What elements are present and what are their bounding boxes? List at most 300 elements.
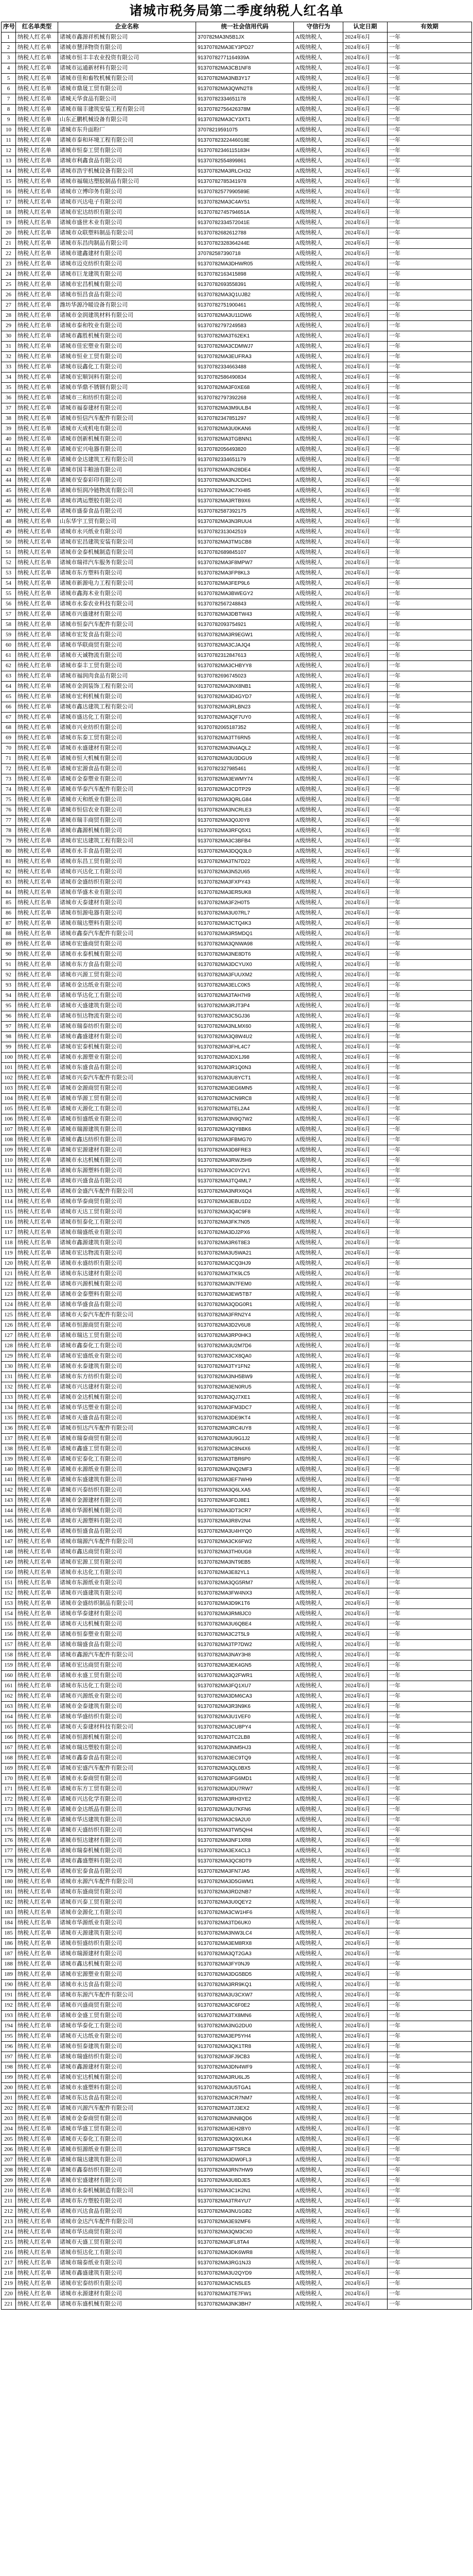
cell-credit-action: A级纳税人	[294, 805, 343, 816]
cell-credit-code: 91370782MA3DN4WF9	[196, 2062, 294, 2073]
cell-type: 纳税人红名单	[16, 1217, 58, 1228]
cell-date: 2024年6月	[343, 1702, 388, 1712]
table-row	[2, 1856, 472, 1867]
cell-date: 2024年6月	[343, 2001, 388, 2011]
cell-company-name: 诸城市华达商贸有限公司	[58, 2227, 196, 2238]
cell-date: 2024年6月	[343, 1104, 388, 1114]
cell-credit-code: 91370782MA3FHL4C7	[196, 1042, 294, 1053]
cell-credit-code: 91370782327985461	[196, 764, 294, 774]
cell-type: 纳税人红名单	[16, 2001, 58, 2011]
cell-date: 2024年6月	[343, 506, 388, 517]
cell-credit-action: A级纳税人	[294, 352, 343, 362]
cell-date: 2024年6月	[343, 1217, 388, 1228]
table-row	[2, 970, 472, 980]
cell-credit-action: A级纳税人	[294, 1011, 343, 1022]
cell-credit-code: 91370782MA3C7XH85	[196, 486, 294, 496]
cell-date: 2024年6月	[343, 1949, 388, 1959]
cell-company-name: 诸城市鑫源机械有限公司	[58, 826, 196, 836]
table-row	[2, 249, 472, 259]
cell-date: 2024年6月	[343, 1331, 388, 1341]
cell-company-name: 诸城市建鑫建材有限公司	[58, 249, 196, 259]
table-row	[2, 1320, 472, 1331]
cell-validity: 一年	[388, 1279, 472, 1290]
cell-credit-action: A级纳税人	[294, 1568, 343, 1578]
cell-date: 2024年6月	[343, 1753, 388, 1764]
cell-company-name: 诸城市天达工贸有限公司	[58, 1207, 196, 1217]
cell-type: 纳税人红名单	[16, 568, 58, 579]
cell-type: 纳税人红名单	[16, 486, 58, 496]
cell-credit-code: 370782MA3N5B1JX	[196, 32, 294, 43]
cell-date: 2024年6月	[343, 1599, 388, 1609]
cell-credit-code: 91370782MA3CN5LE5	[196, 2279, 294, 2289]
cell-credit-action: A级纳税人	[294, 671, 343, 682]
cell-company-name: 诸城市宏盛汽车配件有限公司	[58, 1764, 196, 1774]
cell-type: 纳税人红名单	[16, 640, 58, 651]
table-row	[2, 1197, 472, 1207]
cell-date: 2024年6月	[343, 2165, 388, 2176]
cell-date: 2024年6月	[343, 2062, 388, 2073]
cell-seq: 219	[2, 2279, 16, 2289]
cell-credit-action: A级纳税人	[294, 331, 343, 342]
cell-validity: 一年	[388, 2196, 472, 2207]
cell-company-name: 诸城市金达汽车配件有限公司	[58, 2217, 196, 2227]
cell-date: 2024年6月	[343, 53, 388, 63]
cell-credit-code: 91370782MA3DK6WR8	[196, 2248, 294, 2258]
cell-company-name: 诸城市泰丰工贸有限公司	[58, 661, 196, 671]
cell-seq: 113	[2, 1187, 16, 1197]
cell-credit-action: A级纳税人	[294, 311, 343, 321]
cell-validity: 一年	[388, 1887, 472, 1897]
cell-credit-action: A级纳税人	[294, 2238, 343, 2248]
table-row	[2, 2104, 472, 2114]
cell-type: 纳税人红名单	[16, 548, 58, 558]
cell-type: 纳税人红名单	[16, 1722, 58, 1733]
cell-seq: 6	[2, 84, 16, 94]
cell-credit-code: 91370782MA3QJ7XE1	[196, 1393, 294, 1403]
cell-credit-action: A级纳税人	[294, 269, 343, 280]
cell-seq: 110	[2, 1156, 16, 1166]
cell-date: 2024年6月	[343, 1197, 388, 1207]
cell-seq: 189	[2, 1970, 16, 1980]
cell-company-name: 诸城市东方塑料有限公司	[58, 568, 196, 579]
cell-credit-code: 91370782MA3U8YCT1	[196, 1073, 294, 1083]
table-row	[2, 1939, 472, 1949]
cell-credit-code: 91370782MA3EUFRA3	[196, 352, 294, 362]
cell-seq: 14	[2, 166, 16, 177]
cell-date: 2024年6月	[343, 383, 388, 393]
cell-credit-action: A级纳税人	[294, 1475, 343, 1485]
cell-type: 纳税人红名单	[16, 651, 58, 661]
cell-date: 2024年6月	[343, 991, 388, 1001]
cell-validity: 一年	[388, 1238, 472, 1248]
cell-seq: 142	[2, 1485, 16, 1496]
cell-seq: 83	[2, 877, 16, 888]
cell-credit-code: 91370782MA3EY3PD27	[196, 43, 294, 53]
cell-date: 2024年6月	[343, 2248, 388, 2258]
cell-type: 纳税人红名单	[16, 2289, 58, 2299]
cell-credit-action: A级纳税人	[294, 321, 343, 331]
cell-credit-action: A级纳税人	[294, 2186, 343, 2196]
cell-seq: 159	[2, 1660, 16, 1671]
table-row	[2, 1166, 472, 1176]
cell-validity: 一年	[388, 640, 472, 651]
cell-type: 纳税人红名单	[16, 836, 58, 846]
cell-credit-code: 91370782797249583	[196, 321, 294, 331]
cell-credit-code: 91370782MA3CQ3HJ9	[196, 1259, 294, 1269]
cell-credit-code: 91370782MA3U11DW6	[196, 311, 294, 321]
cell-company-name: 诸城市兴泰纺织有限公司	[58, 1485, 196, 1496]
cell-company-name: 诸城市瑞源建材有限公司	[58, 1949, 196, 1959]
cell-company-name: 诸城市瑞泰商贸有限公司	[58, 1434, 196, 1444]
cell-seq: 111	[2, 1166, 16, 1176]
cell-validity: 一年	[388, 754, 472, 764]
table-row	[2, 1403, 472, 1413]
cell-credit-action: A级纳税人	[294, 1310, 343, 1320]
cell-type: 纳税人红名单	[16, 43, 58, 53]
table-row	[2, 1053, 472, 1063]
table-row	[2, 579, 472, 589]
cell-credit-code: 91370782334651179	[196, 455, 294, 465]
cell-validity: 一年	[388, 2001, 472, 2011]
cell-seq: 109	[2, 1145, 16, 1156]
cell-date: 2024年6月	[343, 208, 388, 218]
cell-type: 纳税人红名单	[16, 465, 58, 476]
table-row	[2, 1362, 472, 1372]
cell-type: 纳税人红名单	[16, 1887, 58, 1897]
cell-date: 2024年6月	[343, 2114, 388, 2124]
cell-company-name: 诸城市华源纸业有限公司	[58, 1918, 196, 1928]
cell-date: 2024年6月	[343, 1290, 388, 1300]
cell-date: 2024年6月	[343, 671, 388, 682]
table-row	[2, 146, 472, 156]
cell-validity: 一年	[388, 249, 472, 259]
table-row	[2, 218, 472, 228]
cell-company-name: 诸城市金达纸业有限公司	[58, 980, 196, 991]
cell-credit-code: 91370782MA3TBR6P0	[196, 1454, 294, 1465]
cell-credit-code: 91370782MA3N9Q7W2	[196, 1114, 294, 1125]
cell-validity: 一年	[388, 1825, 472, 1836]
table-row	[2, 609, 472, 620]
cell-company-name: 诸城市福泰建材有限公司	[58, 403, 196, 414]
cell-credit-code: 91370782MA3R1Q0N3	[196, 1063, 294, 1073]
cell-date: 2024年6月	[343, 2279, 388, 2289]
cell-type: 纳税人红名单	[16, 939, 58, 950]
cell-validity: 一年	[388, 1362, 472, 1372]
cell-seq: 46	[2, 496, 16, 506]
cell-validity: 一年	[388, 2186, 472, 2196]
cell-credit-code: 91370782MA3RC4UY8	[196, 1423, 294, 1434]
table-row	[2, 342, 472, 352]
cell-date: 2024年6月	[343, 1259, 388, 1269]
cell-credit-code: 91370782MA3FJ9CB3	[196, 2052, 294, 2062]
cell-date: 2024年6月	[343, 74, 388, 84]
table-header-row	[2, 22, 472, 32]
table-row	[2, 1877, 472, 1887]
cell-company-name: 诸城市兴盛建材有限公司	[58, 609, 196, 620]
cell-company-name: 诸城市恒泰建筑有限公司	[58, 2042, 196, 2052]
cell-credit-action: A级纳税人	[294, 434, 343, 445]
cell-type: 纳税人红名单	[16, 1774, 58, 1784]
cell-validity: 一年	[388, 970, 472, 980]
cell-seq: 158	[2, 1650, 16, 1660]
cell-credit-action: A级纳税人	[294, 620, 343, 630]
cell-validity: 一年	[388, 795, 472, 805]
cell-type: 纳税人红名单	[16, 857, 58, 867]
cell-validity: 一年	[388, 115, 472, 125]
cell-credit-action: A级纳税人	[294, 846, 343, 857]
cell-type: 纳税人红名单	[16, 2073, 58, 2083]
cell-seq: 23	[2, 259, 16, 269]
cell-validity: 一年	[388, 2176, 472, 2186]
cell-credit-action: A级纳税人	[294, 2289, 343, 2299]
cell-type: 纳税人红名单	[16, 960, 58, 970]
cell-credit-action: A级纳税人	[294, 403, 343, 414]
table-row	[2, 640, 472, 651]
cell-type: 纳税人红名单	[16, 1362, 58, 1372]
cell-validity: 一年	[388, 486, 472, 496]
cell-validity: 一年	[388, 1259, 472, 1269]
cell-validity: 一年	[388, 1557, 472, 1568]
cell-credit-code: 91370782MA3NJCDH1	[196, 476, 294, 486]
cell-seq: 32	[2, 352, 16, 362]
cell-date: 2024年6月	[343, 249, 388, 259]
cell-type: 纳税人红名单	[16, 2196, 58, 2207]
cell-type: 纳税人红名单	[16, 1794, 58, 1805]
cell-date: 2024年6月	[343, 682, 388, 692]
cell-seq: 151	[2, 1578, 16, 1588]
table-row	[2, 383, 472, 393]
cell-credit-action: A级纳税人	[294, 1032, 343, 1042]
table-row	[2, 321, 472, 331]
cell-validity: 一年	[388, 506, 472, 517]
cell-type: 纳税人红名单	[16, 1382, 58, 1393]
cell-seq: 38	[2, 414, 16, 424]
table-row	[2, 2227, 472, 2238]
cell-validity: 一年	[388, 764, 472, 774]
cell-company-name: 诸城市东升面粉厂	[58, 125, 196, 135]
cell-credit-action: A级纳税人	[294, 1403, 343, 1413]
cell-date: 2024年6月	[343, 2042, 388, 2052]
cell-company-name: 诸城市鑫盛建材有限公司	[58, 1032, 196, 1042]
cell-validity: 一年	[388, 929, 472, 939]
red-list-table-container	[1, 22, 472, 2310]
cell-validity: 一年	[388, 259, 472, 269]
cell-validity: 一年	[388, 1300, 472, 1310]
table-row	[2, 1187, 472, 1197]
cell-type: 纳税人红名单	[16, 94, 58, 105]
cell-validity: 一年	[388, 414, 472, 424]
cell-validity: 一年	[388, 702, 472, 713]
cell-company-name: 诸城市鑫达纺织有限公司	[58, 1135, 196, 1145]
cell-validity: 一年	[388, 1176, 472, 1187]
cell-type: 纳税人红名单	[16, 743, 58, 754]
cell-credit-action: A级纳税人	[294, 280, 343, 290]
table-row	[2, 465, 472, 476]
table-row	[2, 1248, 472, 1259]
cell-date: 2024年6月	[343, 311, 388, 321]
cell-credit-action: A级纳税人	[294, 857, 343, 867]
cell-company-name: 诸城市兴达食品有限公司	[58, 2207, 196, 2217]
cell-seq: 169	[2, 1764, 16, 1774]
table-row	[2, 2134, 472, 2145]
cell-date: 2024年6月	[343, 2227, 388, 2238]
cell-credit-action: A级纳税人	[294, 43, 343, 53]
table-row	[2, 506, 472, 517]
cell-seq: 192	[2, 2001, 16, 2011]
cell-company-name: 诸城市金盛汽车配件有限公司	[58, 1187, 196, 1197]
cell-validity: 一年	[388, 908, 472, 919]
cell-credit-code: 91370782MA3TP7DW2	[196, 1640, 294, 1650]
cell-seq: 30	[2, 331, 16, 342]
cell-validity: 一年	[388, 1022, 472, 1032]
cell-validity: 一年	[388, 1042, 472, 1053]
table-row	[2, 1547, 472, 1557]
cell-credit-code: 91370782MA3FM3DC7	[196, 1403, 294, 1413]
cell-credit-action: A级纳税人	[294, 1959, 343, 1970]
cell-validity: 一年	[388, 1434, 472, 1444]
table-row	[2, 1630, 472, 1640]
cell-credit-action: A级纳税人	[294, 1846, 343, 1856]
table-row	[2, 1506, 472, 1516]
cell-type: 纳税人红名单	[16, 2114, 58, 2124]
table-row	[2, 352, 472, 362]
cell-credit-code: 91370782MA3TY1FN2	[196, 1362, 294, 1372]
cell-validity: 一年	[388, 280, 472, 290]
cell-credit-code: 91370782MA3ELC0K5	[196, 980, 294, 991]
cell-credit-action: A级纳税人	[294, 1393, 343, 1403]
cell-seq: 220	[2, 2289, 16, 2299]
cell-date: 2024年6月	[343, 445, 388, 455]
cell-credit-code: 91370782MA3FQ1XU7	[196, 1681, 294, 1691]
cell-seq: 100	[2, 1053, 16, 1063]
cell-validity: 一年	[388, 311, 472, 321]
cell-date: 2024年6月	[343, 496, 388, 506]
cell-seq: 16	[2, 187, 16, 197]
cell-credit-code: 91370782MA3RLCH32	[196, 166, 294, 177]
cell-credit-code: 91370782MA3QK1TR8	[196, 2042, 294, 2052]
cell-validity: 一年	[388, 2073, 472, 2083]
cell-credit-code: 91370782MA3Q0J0Y8	[196, 816, 294, 826]
cell-credit-code: 91370782MA3CR7NM7	[196, 2093, 294, 2104]
cell-company-name: 诸城市华盛工贸有限公司	[58, 2124, 196, 2134]
table-row	[2, 2062, 472, 2073]
cell-credit-action: A级纳税人	[294, 764, 343, 774]
table-row	[2, 620, 472, 630]
cell-type: 纳税人红名单	[16, 1114, 58, 1125]
cell-seq: 64	[2, 682, 16, 692]
cell-date: 2024年6月	[343, 63, 388, 74]
cell-seq: 131	[2, 1372, 16, 1382]
cell-company-name: 诸城市瑞盛纸业有限公司	[58, 1228, 196, 1238]
cell-credit-code: 91370782313042519	[196, 527, 294, 537]
cell-credit-code: 91370782MA3FDJ8E1	[196, 1496, 294, 1506]
table-row	[2, 1753, 472, 1764]
cell-validity: 一年	[388, 1454, 472, 1465]
cell-date: 2024年6月	[343, 32, 388, 43]
cell-seq: 29	[2, 321, 16, 331]
table-row	[2, 187, 472, 197]
cell-type: 纳税人红名单	[16, 424, 58, 434]
cell-seq: 59	[2, 630, 16, 640]
cell-credit-action: A级纳税人	[294, 32, 343, 43]
cell-type: 纳税人红名单	[16, 1393, 58, 1403]
cell-date: 2024年6月	[343, 259, 388, 269]
cell-credit-action: A级纳税人	[294, 94, 343, 105]
cell-date: 2024年6月	[343, 702, 388, 713]
cell-company-name: 诸城市东达食品有限公司	[58, 2093, 196, 2104]
cell-seq: 86	[2, 908, 16, 919]
cell-type: 纳税人红名单	[16, 2279, 58, 2289]
table-row	[2, 1908, 472, 1918]
cell-validity: 一年	[388, 372, 472, 383]
cell-seq: 101	[2, 1063, 16, 1073]
cell-date: 2024年6月	[343, 1444, 388, 1454]
cell-seq: 22	[2, 249, 16, 259]
cell-type: 纳税人红名单	[16, 1094, 58, 1104]
cell-type: 纳税人红名单	[16, 1805, 58, 1815]
table-row	[2, 1743, 472, 1753]
red-list-table	[1, 22, 472, 2310]
cell-credit-code: 91370782MA3TGBNN1	[196, 434, 294, 445]
cell-seq: 134	[2, 1403, 16, 1413]
table-row	[2, 1815, 472, 1825]
cell-company-name: 诸城市兴泰汽车配件有限公司	[58, 1073, 196, 1083]
table-row	[2, 568, 472, 579]
cell-company-name: 诸城市永盛工贸有限公司	[58, 1671, 196, 1681]
cell-validity: 一年	[388, 919, 472, 929]
cell-credit-action: A级纳税人	[294, 1063, 343, 1073]
cell-seq: 122	[2, 1279, 16, 1290]
table-row	[2, 816, 472, 826]
cell-company-name: 诸城市东盛机械有限公司	[58, 2299, 196, 2310]
cell-credit-action: A级纳税人	[294, 2104, 343, 2114]
cell-credit-action: A级纳税人	[294, 1722, 343, 1733]
cell-type: 纳税人红名单	[16, 764, 58, 774]
cell-credit-code: 91370782MA3FT5RC8	[196, 2145, 294, 2155]
cell-credit-action: A级纳税人	[294, 228, 343, 239]
cell-credit-code: 91370782MA3QM3CX0	[196, 2227, 294, 2238]
cell-seq: 204	[2, 2124, 16, 2134]
table-row	[2, 1063, 472, 1073]
cell-date: 2024年6月	[343, 1393, 388, 1403]
cell-company-name: 诸城市华达化工有限公司	[58, 991, 196, 1001]
cell-date: 2024年6月	[343, 1743, 388, 1753]
cell-credit-code: 91370782MA3QL0BX5	[196, 1764, 294, 1774]
cell-type: 纳税人红名单	[16, 1238, 58, 1248]
cell-credit-action: A级纳税人	[294, 702, 343, 713]
cell-credit-code: 91370782MA3EWMY74	[196, 774, 294, 785]
table-row	[2, 1413, 472, 1423]
cell-validity: 一年	[388, 1805, 472, 1815]
cell-validity: 一年	[388, 1331, 472, 1341]
table-row	[2, 548, 472, 558]
cell-validity: 一年	[388, 1959, 472, 1970]
cell-credit-action: A级纳税人	[294, 527, 343, 537]
cell-validity: 一年	[388, 208, 472, 218]
cell-date: 2024年6月	[343, 651, 388, 661]
cell-credit-code: 91370782MA3U5TGA1	[196, 2083, 294, 2093]
table-row	[2, 1784, 472, 1794]
cell-type: 纳税人红名单	[16, 383, 58, 393]
cell-credit-action: A级纳税人	[294, 1083, 343, 1094]
cell-credit-code: 91370782MA3FN7JA5	[196, 1867, 294, 1877]
cell-date: 2024年6月	[343, 764, 388, 774]
cell-type: 纳税人红名单	[16, 1897, 58, 1908]
cell-date: 2024年6月	[343, 1959, 388, 1970]
table-body	[2, 32, 472, 2310]
cell-validity: 一年	[388, 1011, 472, 1022]
cell-seq: 88	[2, 929, 16, 939]
